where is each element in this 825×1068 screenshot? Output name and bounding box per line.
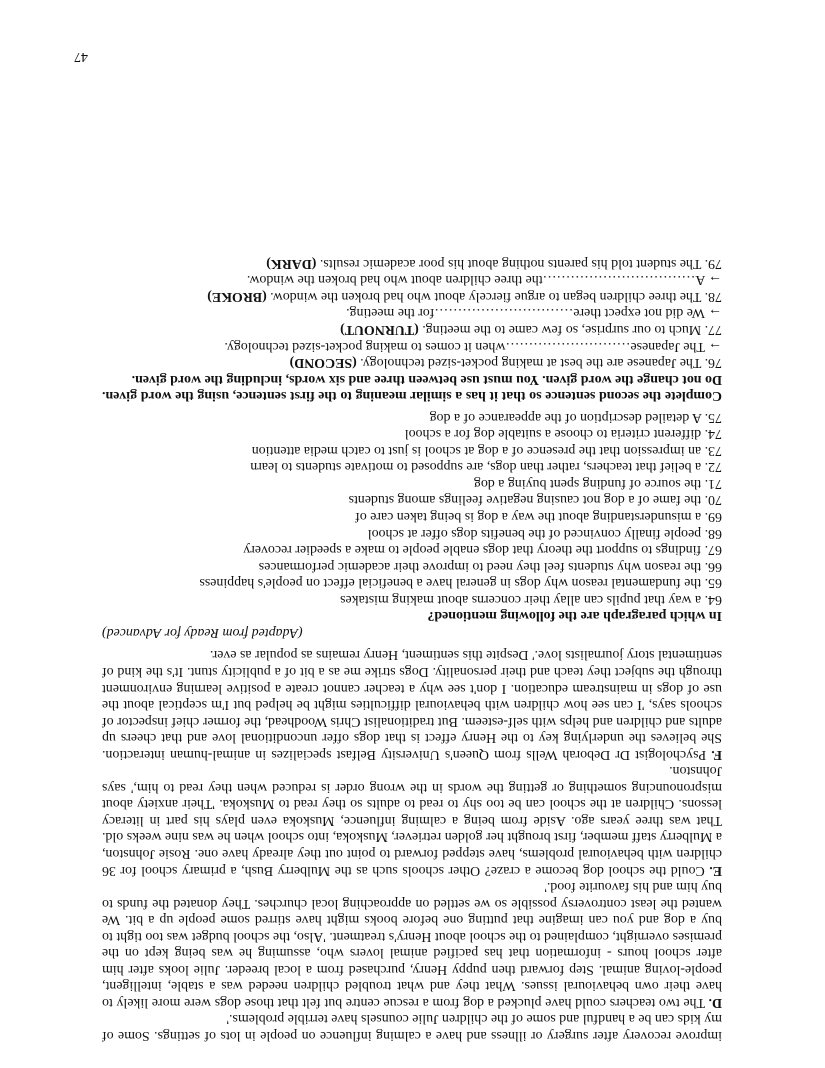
transform-target: → A……………………………the three children about who had broken the window. bbox=[246, 272, 722, 288]
transform-keyword: (SECOND) bbox=[289, 355, 357, 371]
transform-keyword: (BROKE) bbox=[207, 288, 267, 304]
paragraph-d-text: The two teachers could have plucked a dog from a rescue centre but felt that those dogs were more likely to have their own behavioural issues. What they and what troubled children needed was a stable, intelligent, people-loving animal. Step forward then puppy Henry, purchased from a local breeder. Julie looks after him after school hours - information that has pacified animal lovers who, assuming he was being kept on the premises overnight, complained to the school about Henry's treatment. 'Also, the school budget was too tight to buy a dog and you can imagine that putting one before books might have stirred some people up a bit. We wanted the least controversy possible so we settled on approaching local churches. They donated the funds to buy him and his favourite food.' bbox=[102, 879, 722, 1010]
page-content bbox=[102, 254, 722, 1043]
matching-item: 72. a belief that teachers, rather than dogs, are supposed to motivate students to learn bbox=[250, 459, 722, 475]
matching-item: 71. the source of funding spent buying a dog bbox=[473, 475, 722, 491]
transform-source-text: 77. Much to our surprise, so few came to the meeting. bbox=[422, 322, 722, 338]
matching-item: 66. the reason why students feel they need to improve their academic performances bbox=[258, 558, 722, 574]
transform-keyword: (DARK) bbox=[266, 255, 317, 271]
matching-item: 68. people finally convinced of the benefits dogs offer at school bbox=[367, 525, 722, 541]
transform-instruction: Complete the second sentence so that it has a similar meaning to the first sentence, using the word given. Do not change the word given. You must use between three and six words, including the word given. bbox=[102, 371, 722, 404]
transform-source bbox=[102, 287, 722, 304]
transform-keyword: (TURNOUT) bbox=[340, 322, 419, 338]
transform-source-text: 76. The Japanese are the best at making pocket-sized technology. bbox=[360, 355, 722, 371]
matching-item: 75. A detailed description of the appearance of a dog bbox=[429, 409, 722, 425]
transform-target: → The Japanese………………………when it comes to making pocket-sized technology. bbox=[224, 338, 722, 354]
source-credit: (Adapted from Ready for Advanced) bbox=[102, 624, 303, 640]
matching-item: 70. the fame of a dog not causing negative feelings among students bbox=[348, 492, 722, 508]
transform-source-text: 79. The student told his parents nothing about his poor academic results. bbox=[319, 255, 722, 271]
paragraph-e-label: E. bbox=[709, 862, 722, 878]
transform-source bbox=[102, 354, 722, 371]
article-paragraph-e bbox=[102, 762, 722, 878]
page-number: 47 bbox=[74, 49, 88, 64]
transform-source-text: 78. The three children began to argue fiercely about who had broken the window. bbox=[270, 288, 722, 304]
transform-list bbox=[102, 254, 722, 370]
paragraph-d-label: D. bbox=[708, 994, 722, 1010]
transform-source bbox=[102, 320, 722, 337]
paragraph-f-label: F. bbox=[711, 746, 722, 762]
matching-item: 67. findings to support the theory that dogs enable people to make a speedier recovery bbox=[243, 542, 722, 558]
transform-source bbox=[102, 254, 722, 271]
transform-target: → We did not expect there…………………………for the meeting. bbox=[346, 305, 722, 321]
article-paragraph-d bbox=[102, 878, 722, 1010]
paragraph-f-text: Psychologist Dr Deborah Wells from Queen's University Belfast specializes in animal-human interaction. She believes the underlying key to the Henry effect is that dogs offer unconditional love and that cheers up adults and children and helps with self-esteem. But traditionalist Chris Woodhead, the former chief inspector of schools says, 'I can see how children with behavioural difficulties might be helped but I'm sceptical about the use of dogs in mainstream education. I don't see why a teacher cannot create a positive learning environment through the subject they teach and their personality. Dogs strike me as a bit of a publicity stunt. It's the kind of sentimental story journalists love.' Despite this sentiment, Henry remains as popular as ever. bbox=[102, 647, 722, 762]
matching-list bbox=[102, 408, 722, 607]
matching-item: 74. different criteria to choose a suitable dog for a school bbox=[404, 426, 722, 442]
matching-item: 65. the fundamental reason why dogs in general have a beneficial effect on people's happiness bbox=[199, 575, 722, 591]
matching-heading: In which paragraph are the following mentioned? bbox=[427, 608, 722, 624]
matching-item: 73. an impression that the presence of a dog at school is just to catch media attention bbox=[251, 442, 722, 458]
article-paragraph-f bbox=[102, 646, 722, 762]
paragraph-e-text: Could the school dog become a craze? Other schools such as the Mulberry Bush, a primary school for 36 children with behavioural problems, have stepped forward to point out they already have one. Rosie Johnston, a Mulberry staff member, first brought her golden retriever, Muskoka, into school when he was nine weeks old. That was three years ago. Aside from being a calming influence, Muskoka even plays his part in literacy lessons. Children at the school can be too shy to read to adults so they read to Muskoka. 'Their anxiety about mispronouncing something or getting the words in the wrong order is reduced when they read to him,' says Johnston. bbox=[102, 763, 722, 878]
article-paragraph-c-tail: improve recovery after surgery or illness and have a calming influence on people in lots of settings. Some of my kids can be a handful and some of the children Julie counsels have terrible problems.' bbox=[102, 1011, 722, 1043]
matching-item: 64. a way that pupils can allay their concerns about making mistakes bbox=[340, 591, 722, 607]
matching-item: 69. a misunderstanding about the way a dog is being taken care of bbox=[355, 509, 722, 525]
